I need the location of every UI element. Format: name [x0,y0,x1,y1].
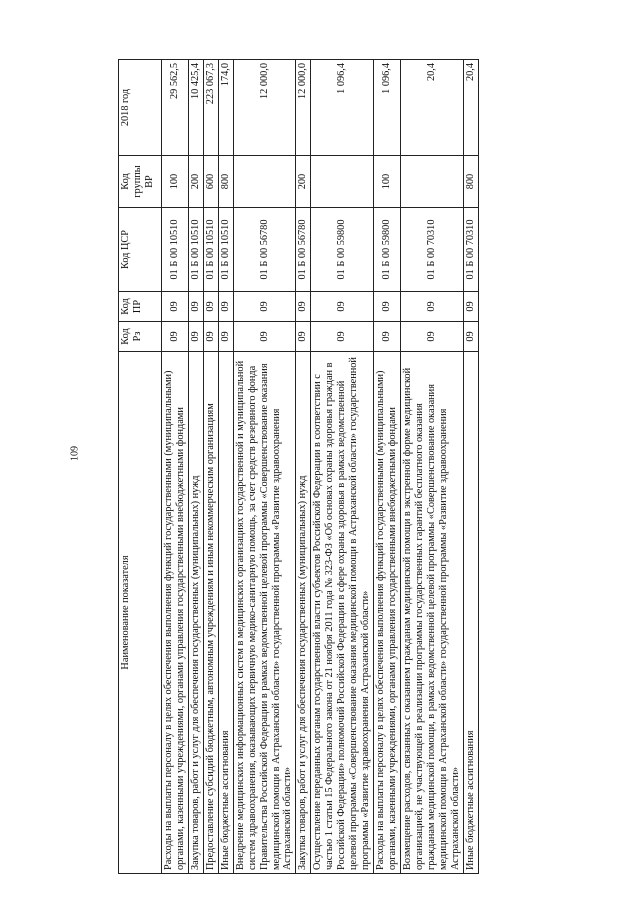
cell-vr [400,156,463,208]
cell-sum: 12 000,0 [233,60,296,156]
header-pr: Код ПР [119,292,162,322]
cell-pr: 09 [162,292,189,322]
cell-pr: 09 [233,292,296,322]
cell-pr: 09 [296,292,311,322]
cell-rz: 09 [203,322,218,352]
cell-csr: 01 Б 00 10510 [188,208,203,292]
header-name: Наименование показателя [119,352,162,874]
budget-table-container [118,60,612,874]
cell-sum: 29 562,5 [162,60,189,156]
cell-rz: 09 [296,322,311,352]
cell-name: Расходы на выплаты персоналу в целях обеспечения выполнения функций государственными (муниципальными) органами, казенными учреждениями, органами управления государственными внебюджетными фондами [162,352,189,874]
cell-rz: 09 [463,322,478,352]
cell-name: Осуществление переданных органам государственной власти субъектов Российской Федерации в соответствии с частью 1 статьи 15 Федерального закона от 21 ноября 2011 года № 323-ФЗ «Об основах охраны здоровья граждан в Российской Федерации» полномочий Российской Федерации в сфере охраны здоровья в рамках ведомственной целевой программы «Совершенствование оказания медицинской помощи в Астраханской области» государственной программы «Развитие здравоохранения Астраханской области» [311,352,374,874]
cell-vr: 800 [218,156,233,208]
cell-csr: 01 Б 00 10510 [218,208,233,292]
cell-sum: 1 096,4 [374,60,401,156]
cell-csr: 01 Б 00 59800 [374,208,401,292]
cell-pr: 09 [188,292,203,322]
cell-sum: 20,4 [400,60,463,156]
table-row [203,60,218,874]
cell-pr: 09 [311,292,374,322]
cell-rz: 09 [374,322,401,352]
cell-sum: 12 000,0 [296,60,311,156]
header-vr: Код группы ВР [119,156,162,208]
table-row [311,60,374,874]
cell-csr: 01 Б 00 59800 [311,208,374,292]
table-header-row [119,60,162,874]
table-row [233,60,296,874]
cell-name: Предоставление субсидий бюджетным, автономным учреждениям и иным некоммерческим организациям [203,352,218,874]
table-row [374,60,401,874]
cell-name: Иные бюджетные ассигнования [463,352,478,874]
cell-rz: 09 [218,322,233,352]
cell-name: Закупка товаров, работ и услуг для обеспечения государственных (муниципальных) нужд [296,352,311,874]
cell-pr: 09 [374,292,401,322]
table-row [218,60,233,874]
cell-sum: 223 067,3 [203,60,218,156]
cell-sum: 20,4 [463,60,478,156]
cell-csr: 01 Б 00 70310 [400,208,463,292]
table-row [463,60,478,874]
cell-csr: 01 Б 00 70310 [463,208,478,292]
cell-csr: 01 Б 00 10510 [162,208,189,292]
cell-name: Расходы на выплаты персоналу в целях обеспечения выполнения функций государственными (муниципальными) органами, казенными учреждениями, органами управления государственными внебюджетными фондами [374,352,401,874]
cell-vr: 800 [463,156,478,208]
cell-name: Иные бюджетные ассигнования [218,352,233,874]
header-rz: Код Рз [119,322,162,352]
table-body [162,60,479,874]
cell-rz: 09 [233,322,296,352]
cell-sum: 174,0 [218,60,233,156]
header-sum: 2018 год [119,60,162,156]
cell-csr: 01 Б 00 56780 [296,208,311,292]
cell-pr: 09 [218,292,233,322]
cell-name: Возмещение расходов, связанных с оказанием гражданам медицинской помощи в экстренной форме медицинской организацией, не участвующей в реализации программы государственных гарантий бесплатного оказания гражданам медицинской помощи, в рамках ведомственной целевой программы «Совершенствование оказания медицинской помощи в Астраханской области» государственной программы «Развитие здравоохранения Астраханской области» [400,352,463,874]
cell-vr: 200 [296,156,311,208]
table-row [296,60,311,874]
cell-rz: 09 [162,322,189,352]
cell-rz: 09 [400,322,463,352]
cell-pr: 09 [203,292,218,322]
cell-rz: 09 [188,322,203,352]
cell-sum: 10 425,4 [188,60,203,156]
table-row [162,60,189,874]
cell-pr: 09 [400,292,463,322]
cell-vr: 200 [188,156,203,208]
cell-rz: 09 [311,322,374,352]
page-number: 109 [69,446,81,461]
table-row [400,60,463,874]
cell-name: Закупка товаров, работ и услуг для обеспечения государственных (муниципальных) нужд [188,352,203,874]
cell-vr: 100 [162,156,189,208]
cell-sum: 1 096,4 [311,60,374,156]
cell-pr: 09 [463,292,478,322]
cell-csr: 01 Б 00 10510 [203,208,218,292]
cell-csr: 01 Б 00 56780 [233,208,296,292]
cell-vr [311,156,374,208]
cell-vr: 100 [374,156,401,208]
cell-vr [233,156,296,208]
table-row [188,60,203,874]
cell-vr: 600 [203,156,218,208]
budget-table [118,59,479,874]
cell-name: Внедрение медицинских информационных систем в медицинских организациях государственной и муниципальной систем здравоохранения, оказывающих первичную медико-санитарную помощь, за счет средств резервного фонда Правительства Российской Федерации в рамках ведомственной целевой программы «Совершенствование оказания медицинской помощи в Астраханской области» государственной программы «Развитие здравоохранения Астраханской области» [233,352,296,874]
header-csr: Код ЦСР [119,208,162,292]
